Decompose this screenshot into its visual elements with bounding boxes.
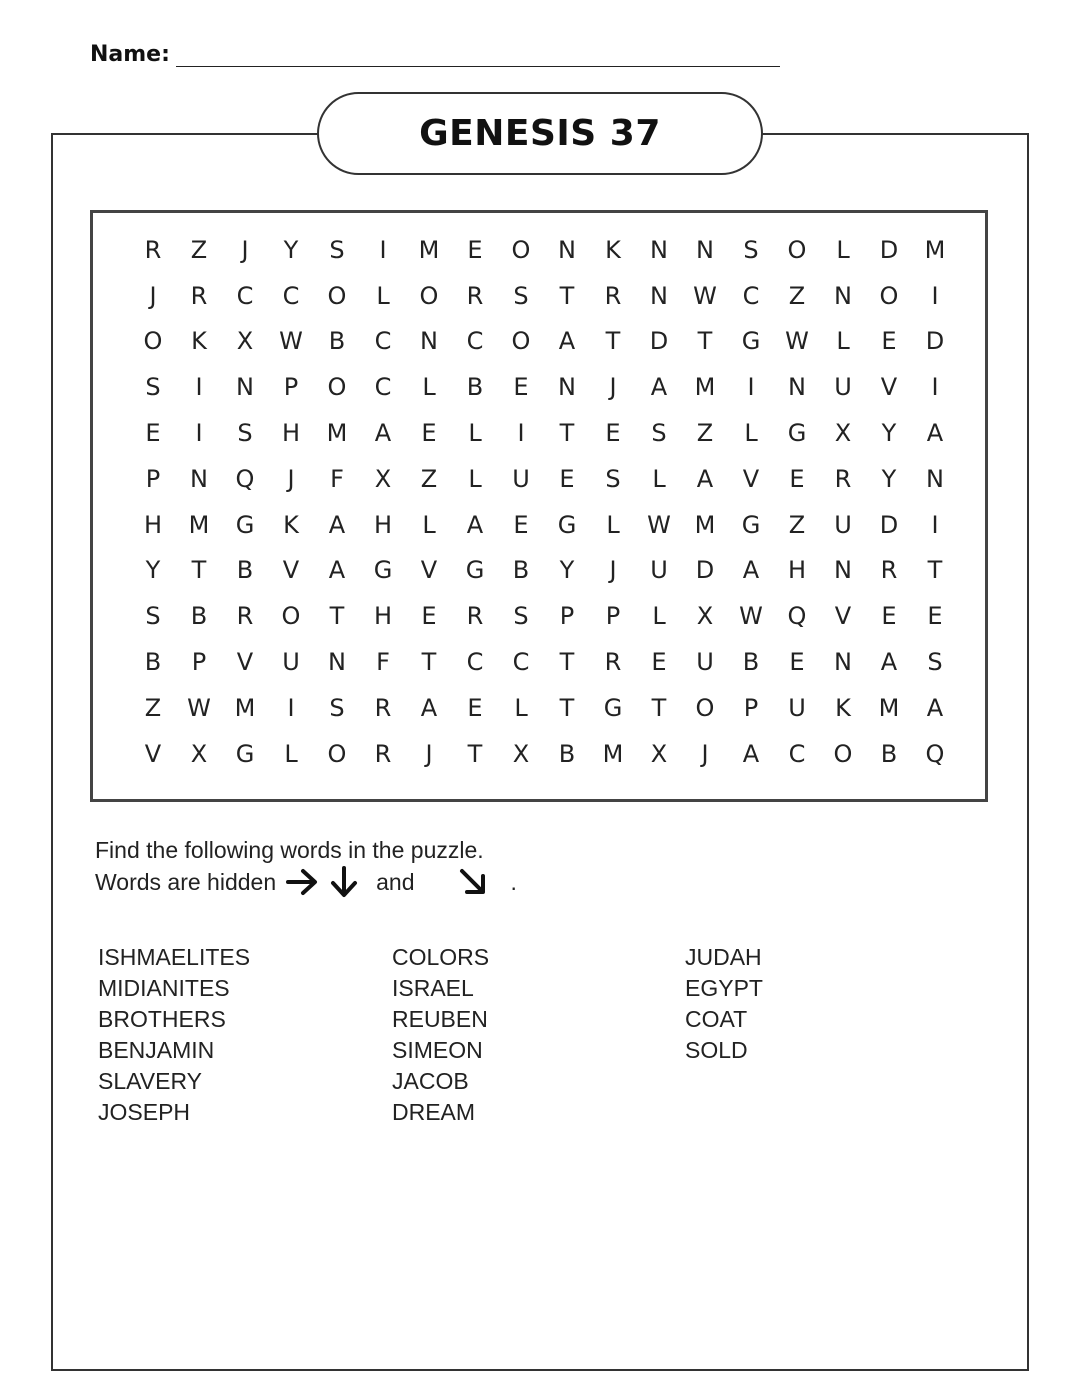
grid-letter[interactable]: R xyxy=(466,602,484,631)
grid-letter[interactable]: I xyxy=(931,281,939,310)
grid-letter[interactable]: O xyxy=(327,281,347,310)
grid-letter[interactable]: L xyxy=(514,693,528,722)
grid-letter[interactable]: X xyxy=(190,739,208,768)
grid-letter[interactable]: E xyxy=(421,602,437,631)
grid-letter[interactable]: V xyxy=(236,648,254,677)
grid-letter[interactable]: R xyxy=(236,602,254,631)
grid-letter[interactable]: X xyxy=(650,739,668,768)
grid-letter[interactable]: N xyxy=(834,556,852,585)
grid-letter[interactable]: A xyxy=(696,464,714,493)
grid-letter[interactable]: J xyxy=(241,235,249,264)
word-list-column-1 xyxy=(98,942,250,1128)
grid-letter[interactable]: O xyxy=(281,602,301,631)
grid-letter[interactable]: Y xyxy=(559,556,575,585)
title-banner xyxy=(317,92,763,175)
grid-letter[interactable]: N xyxy=(236,373,254,402)
grid-letter[interactable]: W xyxy=(785,327,809,356)
grid-letter[interactable]: V xyxy=(742,464,760,493)
grid-letter[interactable]: E xyxy=(789,648,805,677)
grid-letter[interactable]: N xyxy=(650,235,668,264)
grid-letter[interactable]: W xyxy=(647,510,671,539)
grid-letter[interactable]: V xyxy=(420,556,438,585)
instructions-suffix: . xyxy=(510,869,517,895)
grid-letter[interactable]: O xyxy=(327,739,347,768)
grid-letter[interactable]: E xyxy=(513,510,529,539)
grid-letter[interactable]: R xyxy=(190,281,208,310)
grid-letter[interactable]: Z xyxy=(190,235,208,264)
grid-letter[interactable]: I xyxy=(931,373,939,402)
grid-letter[interactable]: D xyxy=(879,235,899,264)
grid-letter[interactable]: S xyxy=(513,281,529,310)
grid-letter[interactable]: N xyxy=(190,464,208,493)
grid-letter[interactable]: P xyxy=(283,373,299,402)
grid-letter[interactable]: U xyxy=(650,556,668,585)
grid-letter[interactable]: I xyxy=(195,419,203,448)
grid-letter[interactable]: F xyxy=(376,648,390,677)
grid-letter[interactable]: R xyxy=(144,235,162,264)
grid-letter[interactable]: U xyxy=(696,648,714,677)
word-list-item: JUDAH xyxy=(685,944,762,970)
grid-letter[interactable]: I xyxy=(517,419,525,448)
grid-letter[interactable]: O xyxy=(695,693,715,722)
grid-letter[interactable]: Q xyxy=(925,739,945,768)
grid-row xyxy=(130,319,958,365)
grid-letter[interactable]: M xyxy=(602,739,624,768)
grid-letter[interactable]: K xyxy=(605,235,621,264)
grid-letter[interactable]: L xyxy=(468,464,482,493)
grid-letter[interactable]: U xyxy=(788,693,806,722)
grid-row xyxy=(130,364,958,410)
grid-letter[interactable]: O xyxy=(143,327,163,356)
grid-letter[interactable]: V xyxy=(880,373,898,402)
grid-letter[interactable]: B xyxy=(880,739,898,768)
instructions-line-2 xyxy=(95,866,517,898)
grid-letter[interactable]: L xyxy=(376,281,390,310)
word-list-column-3 xyxy=(685,942,763,1066)
grid-letter[interactable]: T xyxy=(651,693,667,722)
grid-letter[interactable]: N xyxy=(834,281,852,310)
grid-letter[interactable]: X xyxy=(696,602,714,631)
grid-letter[interactable]: V xyxy=(282,556,300,585)
grid-letter[interactable]: M xyxy=(694,510,716,539)
grid-letter[interactable]: X xyxy=(834,419,852,448)
name-label: Name: xyxy=(90,42,170,67)
grid-letter[interactable]: O xyxy=(879,281,899,310)
grid-letter[interactable]: E xyxy=(881,602,897,631)
grid-letter[interactable]: E xyxy=(559,464,575,493)
grid-letter[interactable]: T xyxy=(605,327,621,356)
grid-letter[interactable]: E xyxy=(927,602,943,631)
grid-letter[interactable]: A xyxy=(420,693,438,722)
grid-letter[interactable]: W xyxy=(739,602,763,631)
grid-letter[interactable]: M xyxy=(234,693,256,722)
grid-letter[interactable]: K xyxy=(191,327,207,356)
diagonal-down-right-arrow-icon xyxy=(455,866,491,898)
grid-letter[interactable]: R xyxy=(834,464,852,493)
grid-letter[interactable]: J xyxy=(701,739,709,768)
grid-letter[interactable]: J xyxy=(609,373,617,402)
grid-letter[interactable]: V xyxy=(834,602,852,631)
grid-letter[interactable]: U xyxy=(834,373,852,402)
grid-letter[interactable]: J xyxy=(149,281,157,310)
grid-letter[interactable]: S xyxy=(605,464,621,493)
grid-letter[interactable]: T xyxy=(559,281,575,310)
grid-row xyxy=(130,548,958,594)
grid-letter[interactable]: C xyxy=(512,648,530,677)
grid-letter[interactable]: S xyxy=(743,235,759,264)
grid-row xyxy=(130,593,958,639)
grid-letter[interactable]: M xyxy=(924,235,946,264)
grid-letter[interactable]: Z xyxy=(788,281,806,310)
grid-letter[interactable]: K xyxy=(835,693,851,722)
grid-letter[interactable]: P xyxy=(559,602,575,631)
grid-letter[interactable]: H xyxy=(143,510,163,539)
grid-letter[interactable]: L xyxy=(836,235,850,264)
grid-letter[interactable]: W xyxy=(693,281,717,310)
grid-letter[interactable]: P xyxy=(743,693,759,722)
grid-letter[interactable]: C xyxy=(374,373,392,402)
grid-letter[interactable]: Z xyxy=(420,464,438,493)
grid-letter[interactable]: A xyxy=(558,327,576,356)
grid-letter[interactable]: A xyxy=(880,648,898,677)
grid-letter[interactable]: G xyxy=(373,556,393,585)
grid-letter[interactable]: H xyxy=(281,419,301,448)
grid-letter[interactable]: D xyxy=(649,327,669,356)
grid-letter[interactable]: O xyxy=(327,373,347,402)
grid-letter[interactable]: X xyxy=(374,464,392,493)
word-list-item: DREAM xyxy=(392,1099,476,1125)
grid-letter[interactable]: N xyxy=(328,648,346,677)
word-list-item: BROTHERS xyxy=(98,1006,226,1032)
grid-letter[interactable]: T xyxy=(559,693,575,722)
grid-letter[interactable]: N xyxy=(558,373,576,402)
grid-letter[interactable]: N xyxy=(788,373,806,402)
grid-letter[interactable]: R xyxy=(374,739,392,768)
grid-letter[interactable]: O xyxy=(833,739,853,768)
grid-letter[interactable]: J xyxy=(609,556,617,585)
instructions-line-1: Find the following words in the puzzle. xyxy=(95,837,484,863)
grid-letter[interactable]: U xyxy=(282,648,300,677)
grid-letter[interactable]: N xyxy=(650,281,668,310)
grid-letter[interactable]: A xyxy=(466,510,484,539)
word-list-item: MIDIANITES xyxy=(98,975,230,1001)
grid-letter[interactable]: B xyxy=(466,373,484,402)
grid-letter[interactable]: M xyxy=(418,235,440,264)
grid-letter[interactable]: S xyxy=(237,419,253,448)
grid-letter[interactable]: N xyxy=(834,648,852,677)
grid-row xyxy=(130,685,958,731)
grid-letter[interactable]: L xyxy=(422,510,436,539)
grid-letter[interactable]: D xyxy=(695,556,715,585)
grid-row xyxy=(130,273,958,319)
grid-letter[interactable]: P xyxy=(191,648,207,677)
grid-letter[interactable]: Y xyxy=(881,464,897,493)
grid-letter[interactable]: B xyxy=(328,327,346,356)
grid-letter[interactable]: T xyxy=(559,419,575,448)
grid-letter[interactable]: D xyxy=(879,510,899,539)
grid-letter[interactable]: S xyxy=(513,602,529,631)
grid-letter[interactable]: I xyxy=(379,235,387,264)
grid-letter[interactable]: T xyxy=(467,739,483,768)
grid-letter[interactable]: G xyxy=(603,693,623,722)
grid-letter[interactable]: K xyxy=(283,510,299,539)
grid-letter[interactable]: R xyxy=(466,281,484,310)
grid-letter[interactable]: S xyxy=(651,419,667,448)
grid-letter[interactable]: R xyxy=(374,693,392,722)
grid-letter[interactable]: Z xyxy=(696,419,714,448)
word-search-grid xyxy=(130,227,958,777)
grid-letter[interactable]: M xyxy=(188,510,210,539)
grid-letter[interactable]: L xyxy=(744,419,758,448)
grid-letter[interactable]: S xyxy=(145,373,161,402)
word-list-column-2 xyxy=(392,942,489,1128)
grid-letter[interactable]: M xyxy=(878,693,900,722)
grid-letter[interactable]: L xyxy=(836,327,850,356)
grid-letter[interactable]: B xyxy=(512,556,530,585)
grid-letter[interactable]: U xyxy=(834,510,852,539)
grid-letter[interactable]: L xyxy=(422,373,436,402)
grid-letter[interactable]: G xyxy=(557,510,577,539)
grid-letter[interactable]: C xyxy=(236,281,254,310)
grid-letter[interactable]: L xyxy=(652,464,666,493)
grid-letter[interactable]: A xyxy=(926,419,944,448)
word-list-item: SLAVERY xyxy=(98,1068,202,1094)
word-list-item: REUBEN xyxy=(392,1006,488,1032)
grid-letter[interactable]: B xyxy=(558,739,576,768)
grid-letter[interactable]: T xyxy=(421,648,437,677)
grid-letter[interactable]: S xyxy=(927,648,943,677)
grid-letter[interactable]: G xyxy=(235,510,255,539)
grid-letter[interactable]: I xyxy=(287,693,295,722)
grid-letter[interactable]: T xyxy=(697,327,713,356)
grid-letter[interactable]: L xyxy=(284,739,298,768)
word-list-item: ISHMAELITES xyxy=(98,944,251,970)
word-list-item: SOLD xyxy=(685,1037,748,1063)
grid-letter[interactable]: C xyxy=(374,327,392,356)
grid-letter[interactable]: Z xyxy=(788,510,806,539)
grid-letter[interactable]: J xyxy=(425,739,433,768)
grid-letter[interactable]: H xyxy=(787,556,807,585)
grid-letter[interactable]: I xyxy=(747,373,755,402)
grid-letter[interactable]: O xyxy=(511,235,531,264)
grid-letter[interactable]: Y xyxy=(881,419,897,448)
grid-letter[interactable]: I xyxy=(931,510,939,539)
grid-letter[interactable]: W xyxy=(187,693,211,722)
instructions-prefix: Words are hidden xyxy=(95,869,277,895)
grid-letter[interactable]: S xyxy=(329,693,345,722)
grid-letter[interactable]: A xyxy=(650,373,668,402)
grid-letter[interactable]: L xyxy=(606,510,620,539)
grid-letter[interactable]: T xyxy=(329,602,345,631)
grid-letter[interactable]: Y xyxy=(145,556,161,585)
grid-letter[interactable]: X xyxy=(512,739,530,768)
page-title: GENESIS 37 xyxy=(419,113,661,154)
grid-letter[interactable]: E xyxy=(467,693,483,722)
grid-letter[interactable]: I xyxy=(195,373,203,402)
word-list-item: COLORS xyxy=(392,944,490,970)
grid-letter[interactable]: N xyxy=(558,235,576,264)
grid-letter[interactable]: R xyxy=(604,281,622,310)
grid-letter[interactable]: N xyxy=(420,327,438,356)
grid-letter[interactable]: G xyxy=(787,419,807,448)
grid-letter[interactable]: E xyxy=(421,419,437,448)
grid-letter[interactable]: C xyxy=(282,281,300,310)
grid-letter[interactable]: G xyxy=(741,327,761,356)
grid-letter[interactable]: R xyxy=(880,556,898,585)
grid-letter[interactable]: P xyxy=(605,602,621,631)
grid-letter[interactable]: N xyxy=(926,464,944,493)
grid-letter[interactable]: Q xyxy=(235,464,255,493)
grid-letter[interactable]: E xyxy=(881,327,897,356)
grid-row xyxy=(130,502,958,548)
grid-letter[interactable]: A xyxy=(926,693,944,722)
grid-row xyxy=(130,731,958,777)
grid-letter[interactable]: G xyxy=(741,510,761,539)
grid-letter[interactable]: O xyxy=(419,281,439,310)
grid-letter[interactable]: B xyxy=(742,648,760,677)
grid-letter[interactable]: G xyxy=(235,739,255,768)
word-list-item: SIMEON xyxy=(392,1037,483,1063)
grid-letter[interactable]: E xyxy=(513,373,529,402)
grid-letter[interactable]: L xyxy=(652,602,666,631)
grid-row xyxy=(130,227,958,273)
word-list-item: JACOB xyxy=(392,1068,469,1094)
name-line[interactable] xyxy=(176,66,780,67)
grid-letter[interactable]: Z xyxy=(144,693,162,722)
grid-letter[interactable]: H xyxy=(373,510,393,539)
grid-letter[interactable]: O xyxy=(787,235,807,264)
grid-letter[interactable]: L xyxy=(468,419,482,448)
grid-letter[interactable]: N xyxy=(696,235,714,264)
grid-letter[interactable]: P xyxy=(145,464,161,493)
grid-letter[interactable]: J xyxy=(287,464,295,493)
grid-letter[interactable]: G xyxy=(465,556,485,585)
grid-letter[interactable]: B xyxy=(144,648,162,677)
grid-letter[interactable]: C xyxy=(788,739,806,768)
grid-letter[interactable]: S xyxy=(145,602,161,631)
grid-letter[interactable]: T xyxy=(559,648,575,677)
grid-letter[interactable]: U xyxy=(512,464,530,493)
grid-letter[interactable]: A xyxy=(328,510,346,539)
grid-row xyxy=(130,639,958,685)
grid-letter[interactable]: R xyxy=(604,648,622,677)
grid-letter[interactable]: O xyxy=(511,327,531,356)
grid-letter[interactable]: X xyxy=(236,327,254,356)
grid-letter[interactable]: S xyxy=(329,235,345,264)
instructions-and: and xyxy=(376,869,415,895)
grid-letter[interactable]: D xyxy=(925,327,945,356)
word-list-item: ISRAEL xyxy=(392,975,474,1001)
grid-letter[interactable]: E xyxy=(145,419,161,448)
grid-letter[interactable]: H xyxy=(373,602,393,631)
grid-letter[interactable]: A xyxy=(742,556,760,585)
grid-letter[interactable]: Q xyxy=(787,602,807,631)
grid-letter[interactable]: F xyxy=(330,464,344,493)
word-list-item: JOSEPH xyxy=(98,1099,191,1125)
grid-letter[interactable]: T xyxy=(927,556,943,585)
grid-letter[interactable]: C xyxy=(466,327,484,356)
grid-letter[interactable]: E xyxy=(467,235,483,264)
instructions xyxy=(95,834,517,898)
word-list-item: BENJAMIN xyxy=(98,1037,215,1063)
grid-row xyxy=(130,456,958,502)
grid-letter[interactable]: A xyxy=(374,419,392,448)
right-arrow-icon xyxy=(284,866,320,898)
grid-letter[interactable]: E xyxy=(789,464,805,493)
grid-letter[interactable]: M xyxy=(326,419,348,448)
grid-letter[interactable]: A xyxy=(328,556,346,585)
down-arrow-icon xyxy=(326,866,362,898)
grid-letter[interactable]: C xyxy=(466,648,484,677)
word-list-item: COAT xyxy=(685,1006,748,1032)
grid-letter[interactable]: V xyxy=(144,739,162,768)
grid-letter[interactable]: W xyxy=(279,327,303,356)
grid-letter[interactable]: B xyxy=(236,556,254,585)
word-list-item: EGYPT xyxy=(685,975,763,1001)
grid-letter[interactable]: A xyxy=(742,739,760,768)
grid-letter[interactable]: M xyxy=(694,373,716,402)
grid-row xyxy=(130,410,958,456)
grid-letter[interactable]: E xyxy=(651,648,667,677)
grid-letter[interactable]: E xyxy=(605,419,621,448)
grid-letter[interactable]: B xyxy=(190,602,208,631)
grid-letter[interactable]: T xyxy=(191,556,207,585)
grid-letter[interactable]: Y xyxy=(283,235,299,264)
grid-letter[interactable]: C xyxy=(742,281,760,310)
